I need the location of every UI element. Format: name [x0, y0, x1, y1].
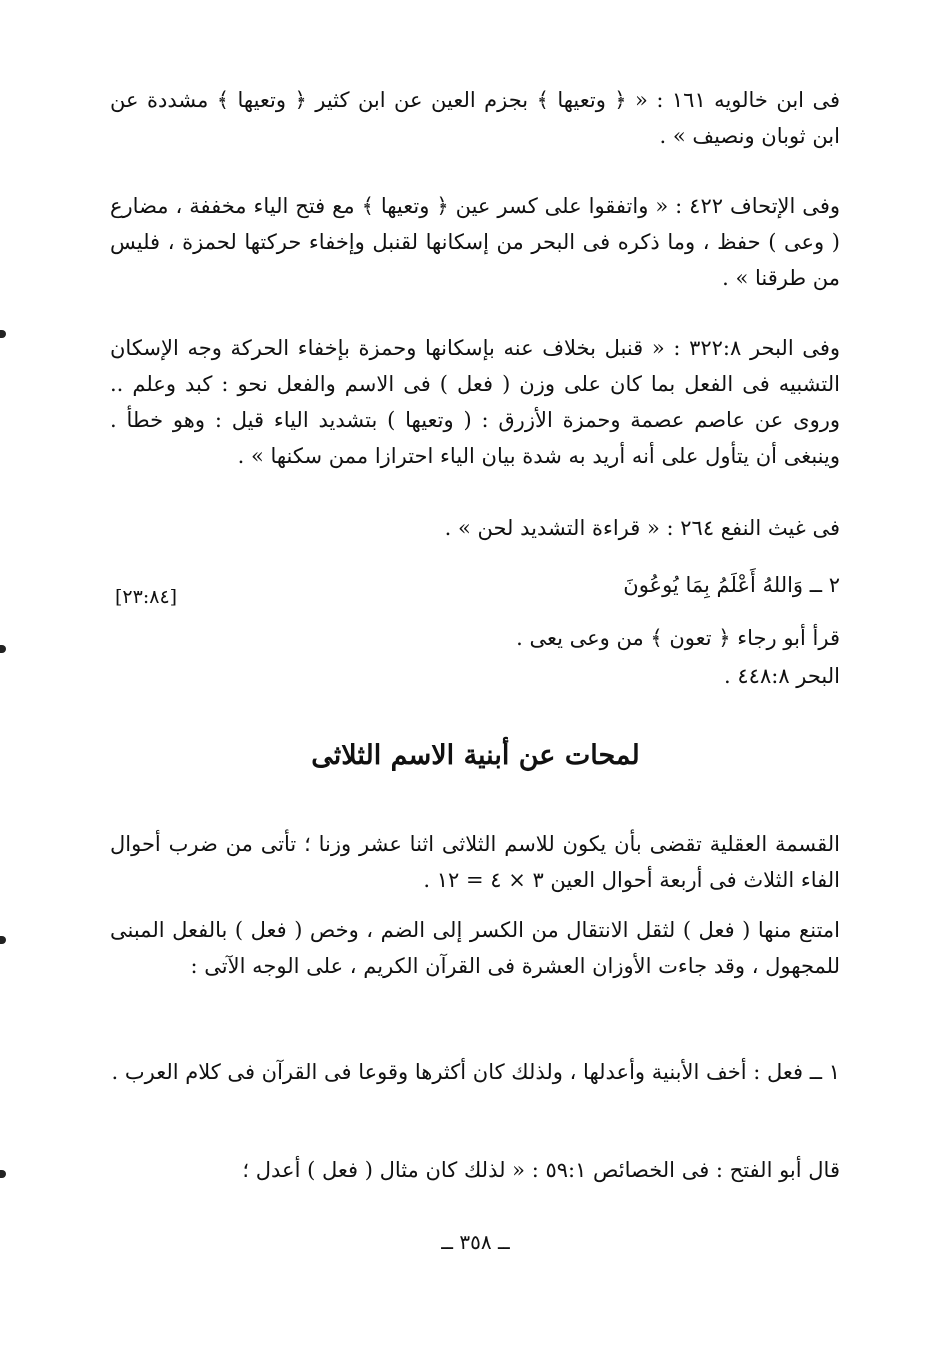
scan-margin-mark	[0, 1170, 6, 1178]
paragraph-ithaf: وفى الإتحاف ٤٢٢ : « واتفقوا على كسر عين ﴿ وتعيها ﴾ مع فتح الياء مخففة ، مضارع ( وعى ) حفظ ، وما ذكره فى البحر من إسكانها لقنبل وإخفاء حركتها لحمزة ، فليس من طرقنا » .	[110, 194, 840, 290]
scan-margin-mark	[0, 936, 6, 944]
paragraph-ghayth-alnaf: فى غيث النفع ٢٦٤ : « قراءة التشديد لحن » .	[444, 516, 840, 540]
scan-margin-mark	[0, 645, 6, 653]
page-number: ــ ٣٥٨ ــ	[441, 1230, 510, 1254]
paragraph-bahr: وفى البحر ٣٢٢:٨ : « قنبل بخلاف عنه بإسكانها وحمزة بإخفاء الحركة وجه الإسكان التشبيه فى الفعل بما كان على وزن ( فعل ) فى الاسم والفعل نحو : كبد وعلم .. وروى عن عاصم عصمة وحمزة الأزرق : ( وتعيها ) بتشديد الياء قيل : وهو خطأ . وينبغى أن يتأول على أنه أريد به شدة بيان الياء احترازا ممن سكنها » .	[110, 336, 840, 468]
paragraph-bahr-ref: البحر ٤٤٨:٨ .	[724, 664, 840, 688]
paragraph-abu-raja: قرأ أبو رجاء ﴿ تعون ﴾ من وعى يعى .	[516, 626, 840, 650]
paragraph-abu-alfath: قال أبو الفتح : فى الخصائص ٥٩:١ : « لذلك كان مثال ( فعل ) أعدل ؛	[242, 1158, 840, 1182]
verse-reference: [٢٣:٨٤]	[115, 586, 178, 608]
paragraph-fa-l: ١ ــ فعل : أخف الأبنية وأعدلها ، ولذلك كان أكثرها وقوعا فى القرآن فى كلام العرب .	[111, 1060, 840, 1084]
paragraph-excluded-forms: امتنع منها ( فعل ) لثقل الانتقال من الكسر إلى الضم ، وخص ( فعل ) بالفعل المبنى للمجهول ، وقد جاءت الأوزان العشرة فى القرآن الكريم ، على الوجه الآتى :	[110, 918, 840, 978]
paragraph-division: القسمة العقلية تقضى بأن يكون للاسم الثلاثى اثنا عشر وزنا ؛ تأتى من ضرب أحوال الفاء الثلاث فى أربعة أحوال العين ٣ × ٤ = ١٢ .	[110, 832, 840, 892]
scan-margin-mark	[0, 330, 6, 338]
verse-text: ٢ ــ وَاللهُ أَعْلَمُ بِمَا يُوعُونَ	[623, 573, 840, 597]
paragraph-ibn-khalawayh: فى ابن خالويه ١٦١ : « ﴿ وتعيها ﴾ بجزم العين عن ابن كثير ﴿ وتعيها ﴾ مشددة عن ابن ثوبان ونصيف » .	[110, 88, 841, 148]
quran-verse	[110, 567, 840, 603]
section-title: لمحات عن أبنية الاسم الثلاثى	[311, 740, 640, 771]
